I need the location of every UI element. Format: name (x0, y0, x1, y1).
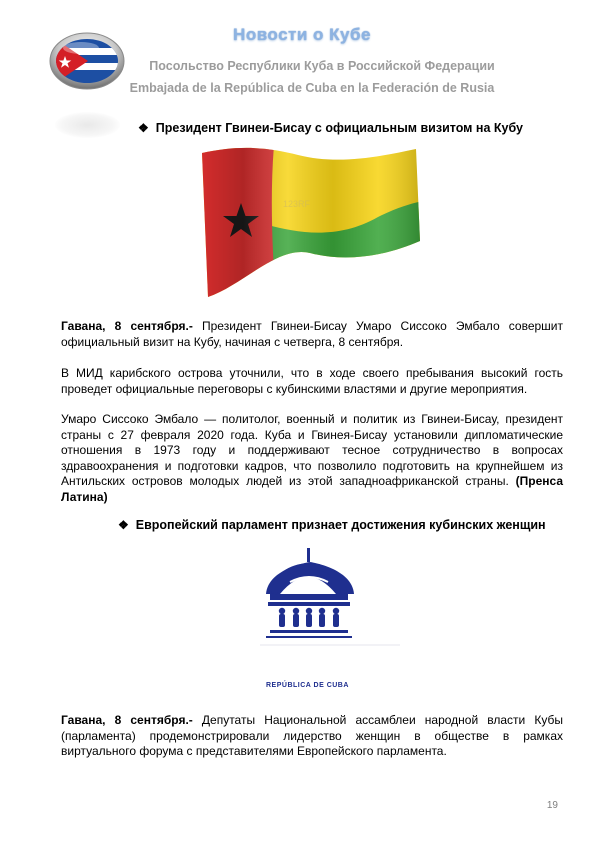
guinea-bissau-flag-icon (198, 145, 423, 305)
article-paragraph (61, 319, 563, 350)
publication-title: Новости о Кубе (233, 25, 371, 44)
paragraph-text: В МИД карибского острова уточнили, что в ходе своего пребывания высокий гость проведет официальные переговоры с кубинскими властями и другие мероприятия. (61, 366, 563, 396)
decorative-shadow (55, 112, 120, 138)
source-credit: (Пренса Латина) (61, 474, 563, 504)
diamond-bullet-icon: ❖ (138, 121, 149, 135)
article-headline (138, 121, 523, 135)
dateline: Гавана, 8 сентября.- (61, 713, 193, 727)
embassy-name-spanish: Embajada de la República de Cuba en la Federación de Rusia (129, 81, 495, 95)
headline-text: Президент Гвинеи-Бисау с официальным визитом на Кубу (155, 121, 523, 135)
embassy-name-russian: Посольство Республики Куба в Российской Федерации (149, 59, 495, 73)
capitol-dome-emblem-icon (260, 544, 400, 654)
page-number: 19 (546, 800, 558, 811)
dateline: Гавана, 8 сентября.- (61, 319, 193, 333)
article-headline (118, 518, 546, 532)
paragraph-text: Президент Гвинеи-Бисау Умаро Сиссоко Эмбало совершит официальный визит на Кубу, начиная с четверга, 8 сентября. (61, 319, 563, 349)
paragraph-text: Депутаты Национальной ассамблеи народной власти Кубы (парламента) продемонстрировали лидерство женщин в обществе в рамках виртуального форума с представителями Европейского парламента. (61, 713, 563, 758)
article-paragraph (61, 366, 563, 397)
emblem-caption: REPÚBLICA DE CUBA (266, 682, 349, 689)
diamond-bullet-icon: ❖ (118, 518, 129, 532)
watermark: 123RF (283, 199, 311, 209)
article-paragraph (61, 412, 563, 505)
paragraph-text: Умаро Сиссоко Эмбало — политолог, военный и политик из Гвинеи-Бисау, президент страны с 27 февраля 2020 года. Куба и Гвинея-Бисау установили дипломатические отношения в 1973 году и поддерживают тесное сотрудничество в вопросах здравоохранения и подготовки кадров, что позволило подготовить на крупнейшем из Антильских островов молодых людей из этой западноафриканской страны. (61, 412, 563, 488)
headline-text: Европейский парламент признает достижения кубинских женщин (135, 518, 546, 532)
article-paragraph (61, 713, 563, 760)
parliament-emblem (260, 544, 400, 696)
